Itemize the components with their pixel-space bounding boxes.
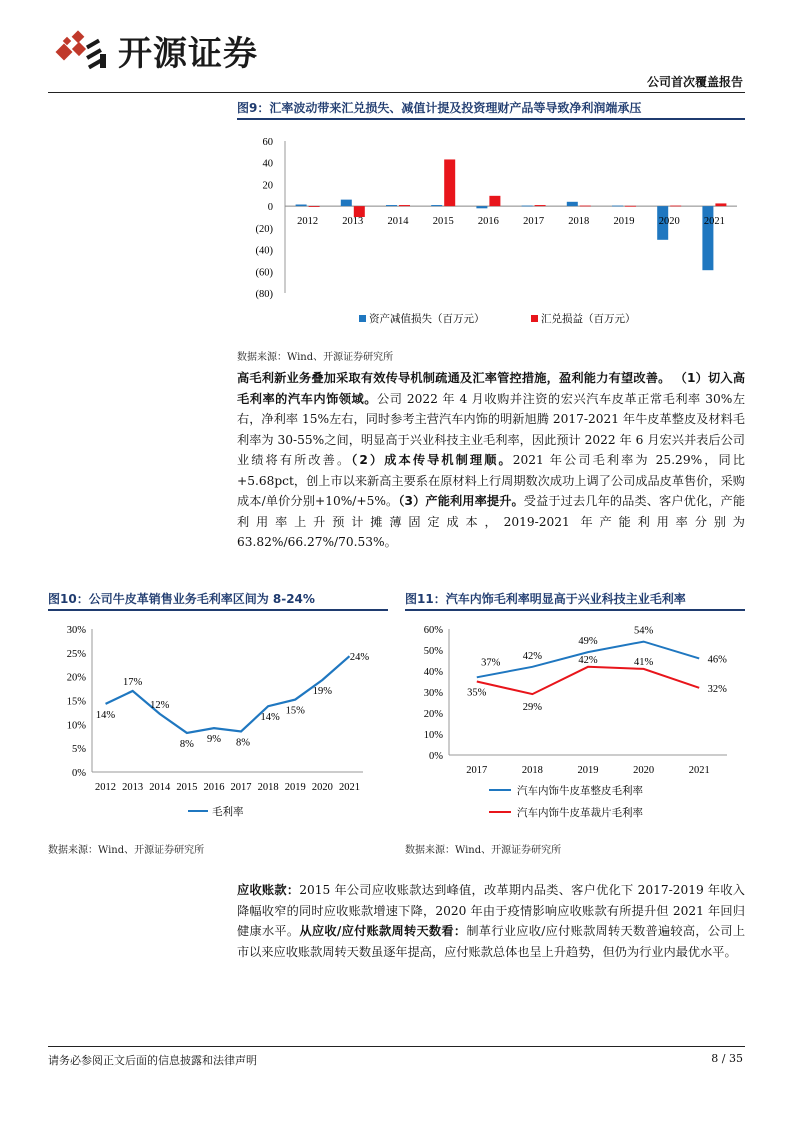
fig11-y-tick-label: 0%: [429, 751, 443, 762]
fig10-legend-label: 毛利率: [212, 807, 244, 818]
fig11-data-label: 42%: [522, 650, 543, 662]
fig10-x-tick-label: 2016: [203, 782, 225, 793]
body1-point1-text: 公司 2022 年 4 月收购并注资的宏兴汽车皮革正常毛利率 30%左右，净利率 15%左右，同时参考主营汽车内饰的明新旭腾 2017-2021 年牛皮革整皮及材料毛利率为 30-55%之间，明显高于兴业科技主业毛利率，因此预计 2022 年 6 月宏兴并表后公司业绩将有所改善。: [237, 391, 746, 467]
body2-point2-text: 制革行业应收/应付账款周转天数普遍较高，公司上市以来应收账款周转天数虽逐年提高，应付账款总体也呈上升趋势，但仍为行业内最优水平。: [237, 924, 746, 959]
fig10-x-tick-label: 2020: [311, 782, 333, 793]
fig9-bar-fx: [535, 205, 546, 206]
fig10-x-tick-label: 2018: [257, 782, 279, 793]
fig9-bar-fx: [715, 203, 726, 206]
fig10-x-tick-label: 2014: [149, 782, 171, 793]
fig10-x-tick-label: 2017: [230, 782, 252, 793]
fig9-bar-fx: [670, 206, 681, 207]
fig10-y-tick-label: 10%: [66, 720, 86, 732]
body-paragraph-1: [237, 368, 745, 553]
fig9-bar-impairment: [567, 202, 578, 206]
fig10-data-label: 12%: [150, 699, 170, 711]
fig11-data-label: 29%: [522, 702, 543, 714]
footer-disclaimer: 请务必参阅正文后面的信息披露和法律声明: [48, 1054, 257, 1067]
body2-point1-title: 应收账款：: [237, 883, 300, 897]
fig10-x-tick-label: 2019: [284, 782, 306, 793]
fig11-y-tick-label: 30%: [423, 688, 443, 699]
fig11-x-tick-label: 2020: [633, 765, 655, 776]
fig9-bar-impairment: [522, 206, 533, 207]
fig10-data-label: 14%: [260, 712, 280, 724]
fig11-data-label: 32%: [707, 683, 727, 695]
body1-point2-title: （2）成本传导机制理顺。: [351, 453, 513, 467]
fig10-x-tick-label: 2015: [176, 782, 198, 793]
fig9-bar-impairment: [476, 206, 487, 208]
fig9-bar-fx: [580, 206, 591, 207]
fig9-y-tick-label: (80): [255, 289, 273, 300]
logo-text: 开源证券: [118, 34, 258, 74]
fig9-bar-fx: [489, 196, 500, 206]
fig9-x-tick-label: 2018: [568, 216, 590, 228]
fig9-x-tick-label: 2017: [523, 216, 545, 228]
fig11-y-tick-label: 60%: [423, 625, 443, 636]
fig10-title-rule: [48, 609, 388, 611]
body1-point2-text: 2021 年公司毛利率为 25.29%，同比+5.68pct，创上市以来新高主要系在原材料上行周期数次成功上调了公司成品皮革售价，采购成本/单价分别+10%/+5%。: [237, 453, 745, 508]
report-type-label: 公司首次覆盖报告: [646, 75, 743, 89]
fig10-y-tick-label: 30%: [66, 625, 86, 636]
fig9-bar-impairment: [612, 206, 623, 207]
fig11-x-tick-label: 2018: [521, 765, 543, 776]
fig9-source: 数据来源：Wind、开源证券研究所: [237, 352, 394, 363]
fig11-data-label: 54%: [633, 625, 654, 637]
fig9-bar-fx: [625, 206, 636, 207]
fig11-data-label: 42%: [578, 654, 598, 666]
fig11-data-label: 41%: [633, 656, 654, 668]
header-rule: [48, 92, 745, 93]
body1-point3-text: 受益于过去几年的品类、客户优化，产能利用率上升预计摊薄固定成本，2019-2021 年产能利用率分别为 63.82%/66.27%/70.53%。: [237, 494, 746, 549]
fig10-x-tick-label: 2012: [95, 782, 117, 793]
fig10-data-label: 8%: [179, 738, 194, 750]
fig9-y-tick-label: (20): [255, 223, 273, 235]
fig9-x-tick-label: 2016: [477, 216, 499, 228]
fig10-data-label: 14%: [95, 709, 116, 721]
fig9-y-tick-label: (40): [255, 245, 273, 257]
fig10-data-label: 15%: [285, 705, 305, 717]
fig9-legend-swatch: [359, 315, 366, 322]
fig11-x-tick-label: 2019: [577, 765, 599, 776]
fig9-title-rule: [237, 118, 745, 120]
fig9-bar-fx: [399, 205, 410, 206]
fig9-title: 图9：汇率波动带来汇兑损失、减值计提及投资理财产品等导致净利润端承压: [237, 101, 642, 115]
fig10-x-tick-label: 2013: [122, 782, 144, 793]
fig10-y-tick-label: 25%: [66, 648, 86, 660]
fig10-x-tick-label: 2021: [338, 782, 360, 793]
fig9-x-tick-label: 2020: [658, 216, 680, 228]
body1-point3-title: （3）产能利用率提升。: [398, 494, 524, 508]
fig9-y-tick-label: 40: [262, 158, 273, 170]
fig10-y-tick-label: 15%: [66, 696, 86, 708]
fig10-y-tick-label: 20%: [66, 672, 86, 684]
page-number: 8 / 35: [711, 1052, 743, 1065]
footer-rule: [48, 1046, 745, 1047]
fig9-x-tick-label: 2012: [297, 216, 319, 228]
fig9-y-tick-label: 20: [262, 180, 273, 192]
fig9-bar-impairment: [296, 205, 307, 207]
fig9-legend-label: 汇兑损益（百万元）: [541, 314, 636, 325]
fig11-chart: [405, 615, 745, 830]
fig9-bar-fx: [444, 159, 455, 206]
fig9-bar-impairment: [431, 205, 442, 206]
fig10-y-tick-label: 5%: [72, 744, 86, 756]
fig9-bar-impairment: [341, 200, 352, 207]
fig11-data-label: 46%: [707, 654, 727, 666]
body1-lead: 高毛利新业务叠加采取有效传导机制疏通及汇率管控措施，盈利能力有望改善。: [237, 371, 671, 385]
body-paragraph-2: [237, 880, 745, 962]
fig9-x-tick-label: 2014: [387, 216, 409, 228]
fig11-legend-label: 汽车内饰牛皮革裁片毛利率: [517, 808, 643, 819]
fig10-data-label: 24%: [349, 652, 370, 664]
fig10-data-label: 9%: [206, 734, 221, 746]
fig10-data-label: 8%: [236, 737, 251, 749]
fig11-source: 数据来源：Wind、开源证券研究所: [405, 845, 562, 856]
fig10-y-tick-label: 0%: [72, 768, 86, 779]
fig10-title: 图10：公司牛皮革销售业务毛利率区间为 8-24%: [48, 592, 315, 606]
fig9-legend-label: 资产减值损失（百万元）: [369, 314, 485, 325]
fig9-x-tick-label: 2019: [613, 216, 635, 228]
fig11-title-rule: [405, 609, 745, 611]
fig11-title: 图11：汽车内饰毛利率明显高于兴业科技主业毛利率: [405, 592, 686, 606]
fig9-bar-fx: [309, 206, 320, 207]
fig11-data-label: 49%: [578, 636, 598, 648]
fig9-x-tick-label: 2015: [432, 216, 454, 228]
body2-point2-title: 从应收/应付账款周转天数看：: [299, 924, 467, 938]
fig11-x-tick-label: 2017: [466, 765, 488, 776]
fig11-y-tick-label: 10%: [423, 730, 443, 741]
fig11-y-tick-label: 40%: [423, 667, 443, 678]
body2-point1-text: 2015 年公司应收账款达到峰值，改革期内品类、客户优化下 2017-2019 年收入降幅收窄的同时应收账款增速下降，2020 年由于疫情影响应收账款有所提升但 2021 年回归健康水平。: [237, 883, 745, 938]
fig10-data-label: 19%: [312, 686, 332, 698]
fig11-data-label: 37%: [481, 657, 501, 669]
fig10-data-label: 17%: [123, 676, 143, 688]
fig9-legend-swatch: [531, 315, 538, 322]
fig9-bar-impairment: [386, 205, 397, 206]
fig9-y-tick-label: (60): [255, 267, 273, 279]
body1-point1-title: （1）切入高毛利率的汽车内饰领域。: [237, 371, 746, 406]
fig11-legend-label: 汽车内饰牛皮革整皮毛利率: [517, 786, 643, 797]
fig9-y-tick-label: 0: [267, 202, 273, 214]
fig9-chart: [237, 125, 747, 340]
fig11-y-tick-label: 20%: [423, 709, 443, 720]
fig10-source: 数据来源：Wind、开源证券研究所: [48, 845, 205, 856]
fig11-y-tick-label: 50%: [423, 646, 443, 657]
fig9-y-tick-label: 60: [262, 137, 273, 148]
fig10-chart: [48, 615, 388, 825]
fig9-x-tick-label: 2021: [703, 216, 725, 228]
fig11-data-label: 35%: [467, 687, 487, 699]
fig9-x-tick-label: 2013: [342, 216, 364, 228]
fig11-x-tick-label: 2021: [688, 765, 710, 776]
